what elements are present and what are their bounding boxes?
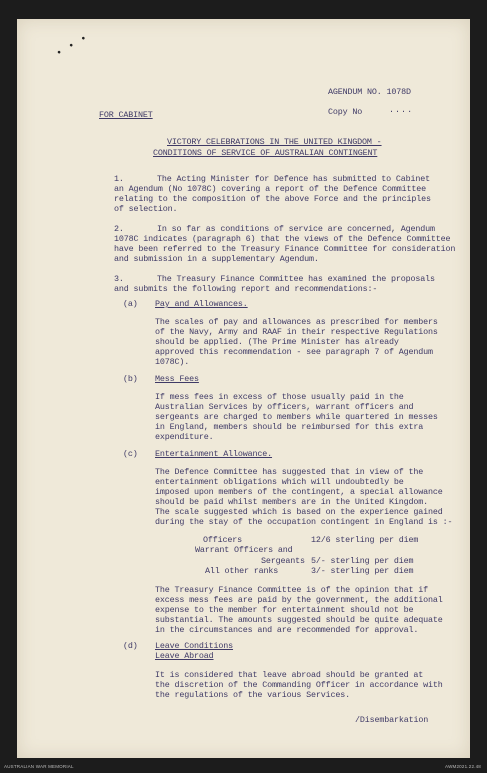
rate-rank: Sergeants — [261, 556, 305, 566]
para-3-number: 3. — [114, 274, 124, 284]
copy-label: Copy No — [328, 107, 363, 117]
section-a-line: should be applied. (The Prime Minister has already — [155, 337, 399, 347]
section-a-heading: Pay and Allowances. — [155, 299, 248, 309]
section-c-line: imposed upon members of the contingent, a special allowance — [155, 487, 443, 497]
section-d-line: It is considered that leave abroad should be granted at — [155, 670, 424, 680]
section-c-line: The scale suggested which is based on the experience gained — [155, 507, 443, 517]
section-c-after-line: The Treasury Finance Committee is of the opinion that if — [155, 585, 429, 595]
continuation-catchword: /Disembarkation — [355, 715, 429, 725]
section-c-after-line: expense to the member for entertainment should not be — [155, 605, 414, 615]
section-c-line: during the stay of the occupation contingent in England is :- — [155, 517, 453, 527]
section-a-line: of the Navy, Army and RAAF in their respective Regulations — [155, 327, 438, 337]
for-cabinet-label: FOR CABINET — [99, 110, 153, 120]
section-c-heading: Entertainment Allowance. — [155, 449, 273, 459]
section-c-letter: (c) — [123, 449, 138, 459]
para-1-line: of selection. — [114, 204, 178, 214]
section-a-letter: (a) — [123, 299, 138, 309]
section-a-line: The scales of pay and allowances as prescribed for members — [155, 317, 438, 327]
section-b-heading: Mess Fees — [155, 374, 199, 384]
para-2-line: In so far as conditions of service are concerned, Agendum — [157, 224, 435, 234]
section-b-line: in England, members should be reimbursed for this extra — [155, 422, 424, 432]
para-1-line: The Acting Minister for Defence has submitted to Cabinet — [157, 174, 431, 184]
section-d-subheading: Leave Abroad — [155, 651, 214, 661]
section-d-line: the discretion of the Commanding Officer in accordance with — [155, 680, 443, 690]
title-line-2: CONDITIONS OF SERVICE OF AUSTRALIAN CONTINGENT — [153, 148, 378, 158]
agendum-number: AGENDUM NO. 1078D — [328, 87, 411, 97]
para-1-line: relating to the composition of the above Force and the principles — [114, 194, 431, 204]
para-2-line: have been referred to the Treasury Finance Committee for consideration — [114, 244, 456, 254]
rate-value: 5/- sterling per diem — [311, 556, 414, 566]
rate-value: 12/6 sterling per diem — [311, 535, 419, 545]
rate-rank: Officers — [203, 535, 243, 545]
section-c-line: entertainment obligations which will undoubtedly be — [155, 477, 404, 487]
para-2-line: 1078C indicates (paragraph 6) that the views of the Defence Committee — [114, 234, 451, 244]
section-c-after-line: in the circumstances and are recommended for approval. — [155, 625, 419, 635]
rate-value: 3/- sterling per diem — [311, 566, 414, 576]
section-c-after-line: excess mess fees are paid by the government, the additional — [155, 595, 443, 605]
para-1-line: an Agendum (No 1078C) covering a report of the Defence Committee — [114, 184, 427, 194]
section-b-letter: (b) — [123, 374, 138, 384]
section-b-line: expenditure. — [155, 432, 214, 442]
footer-credit: AUSTRALIAN WAR MEMORIAL — [4, 764, 74, 769]
copy-number: .... — [389, 105, 414, 115]
footer-reference: AWM2021.22.48 — [445, 764, 481, 769]
para-3-line: and submits the following report and recommendations:- — [114, 284, 378, 294]
para-3-line: The Treasury Finance Committee has examined the proposals — [157, 274, 435, 284]
section-b-line: If mess fees in excess of those usually paid in the — [155, 392, 404, 402]
section-c-line: The Defence Committee has suggested that in view of the — [155, 467, 424, 477]
punch-holes: • • • — [54, 32, 91, 61]
document-page — [17, 19, 470, 758]
section-a-line: 1078C). — [155, 357, 190, 367]
para-1-number: 1. — [114, 174, 124, 184]
para-2-number: 2. — [114, 224, 124, 234]
para-2-line: and submission in a supplementary Agendum. — [114, 254, 319, 264]
rate-rank: All other ranks — [205, 566, 279, 576]
section-d-heading: Leave Conditions — [155, 641, 234, 651]
section-b-line: sergeants are charged to members while quartered in messes — [155, 412, 438, 422]
section-b-line: Australian Services by officers, warrant officers and — [155, 402, 414, 412]
section-c-after-line: substantial. The amounts suggested should be quite adequate — [155, 615, 443, 625]
section-d-letter: (d) — [123, 641, 138, 651]
title-line-1: VICTORY CELEBRATIONS IN THE UNITED KINGDOM - — [167, 137, 382, 147]
section-c-line: should be paid whilst members are in the United Kingdom. — [155, 497, 429, 507]
section-a-line: approved this recommendation - see paragraph 7 of Agendum — [155, 347, 433, 357]
rate-rank: Warrant Officers and — [195, 545, 293, 555]
section-d-line: the regulations of the various Services. — [155, 690, 351, 700]
